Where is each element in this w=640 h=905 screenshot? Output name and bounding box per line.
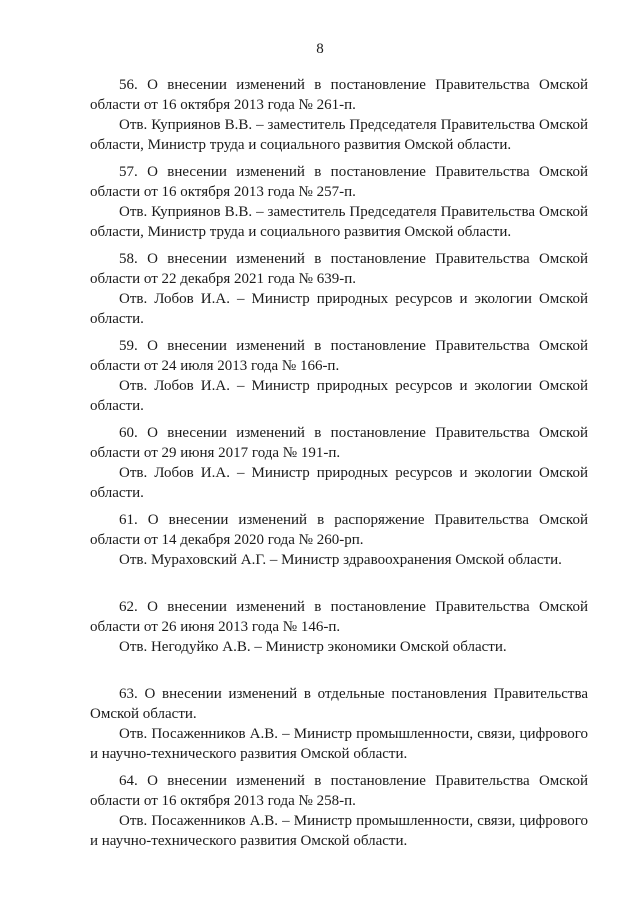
agenda-item-title: 60. О внесении изменений в постановление Правительства Омской области от 29 июня 2017 года № 191-п. [90, 425, 588, 461]
agenda-item-responsible: Отв. Посаженников А.В. – Министр промышленности, связи, цифрового и научно-технического развития Омской области. [90, 726, 588, 762]
agenda-item-64 [90, 771, 588, 858]
agenda-item-title: 62. О внесении изменений в постановление Правительства Омской области от 26 июня 2013 года № 146-п. [90, 599, 588, 635]
agenda-item-title: 64. О внесении изменений в постановление Правительства Омской области от 16 октября 2013 года № 258-п. [90, 773, 588, 809]
agenda-item-responsible: Отв. Посаженников А.В. – Министр промышленности, связи, цифрового и научно-технического развития Омской области. [90, 813, 588, 849]
agenda-item-responsible: Отв. Куприянов В.В. – заместитель Председателя Правительства Омской области, Министр труда и социального развития Омской области. [90, 117, 588, 153]
agenda-item-56 [90, 75, 588, 162]
agenda-item-62 [90, 597, 588, 684]
agenda-item-61 [90, 510, 588, 597]
agenda-item-title: 59. О внесении изменений в постановление Правительства Омской области от 24 июля 2013 года № 166-п. [90, 338, 588, 374]
agenda-item-responsible: Отв. Лобов И.А. – Министр природных ресурсов и экологии Омской области. [90, 291, 588, 327]
agenda-item-57 [90, 162, 588, 249]
agenda-list [90, 75, 588, 858]
agenda-item-title: 56. О внесении изменений в постановление Правительства Омской области от 16 октября 2013 года № 261-п. [90, 77, 588, 113]
agenda-item-responsible: Отв. Мураховский А.Г. – Министр здравоохранения Омской области. [119, 552, 562, 568]
agenda-item-title: 61. О внесении изменений в распоряжение Правительства Омской области от 14 декабря 2020 года № 260-рп. [90, 512, 588, 548]
agenda-item-title: 57. О внесении изменений в постановление Правительства Омской области от 16 октября 2013 года № 257-п. [90, 164, 588, 200]
agenda-item-responsible: Отв. Куприянов В.В. – заместитель Председателя Правительства Омской области, Министр труда и социального развития Омской области. [90, 204, 588, 240]
agenda-item-responsible: Отв. Лобов И.А. – Министр природных ресурсов и экологии Омской области. [90, 465, 588, 501]
page-number: 8 [316, 41, 324, 57]
agenda-item-60 [90, 423, 588, 510]
agenda-item-title: 58. О внесении изменений в постановление Правительства Омской области от 22 декабря 2021 года № 639-п. [90, 251, 588, 287]
agenda-item-59 [90, 336, 588, 423]
agenda-item-responsible: Отв. Негодуйко А.В. – Министр экономики Омской области. [119, 639, 507, 655]
agenda-item-responsible: Отв. Лобов И.А. – Министр природных ресурсов и экологии Омской области. [90, 378, 588, 414]
agenda-item-63 [90, 684, 588, 771]
agenda-item-58 [90, 249, 588, 336]
agenda-item-title: 63. О внесении изменений в отдельные постановления Правительства Омской области. [90, 686, 588, 722]
